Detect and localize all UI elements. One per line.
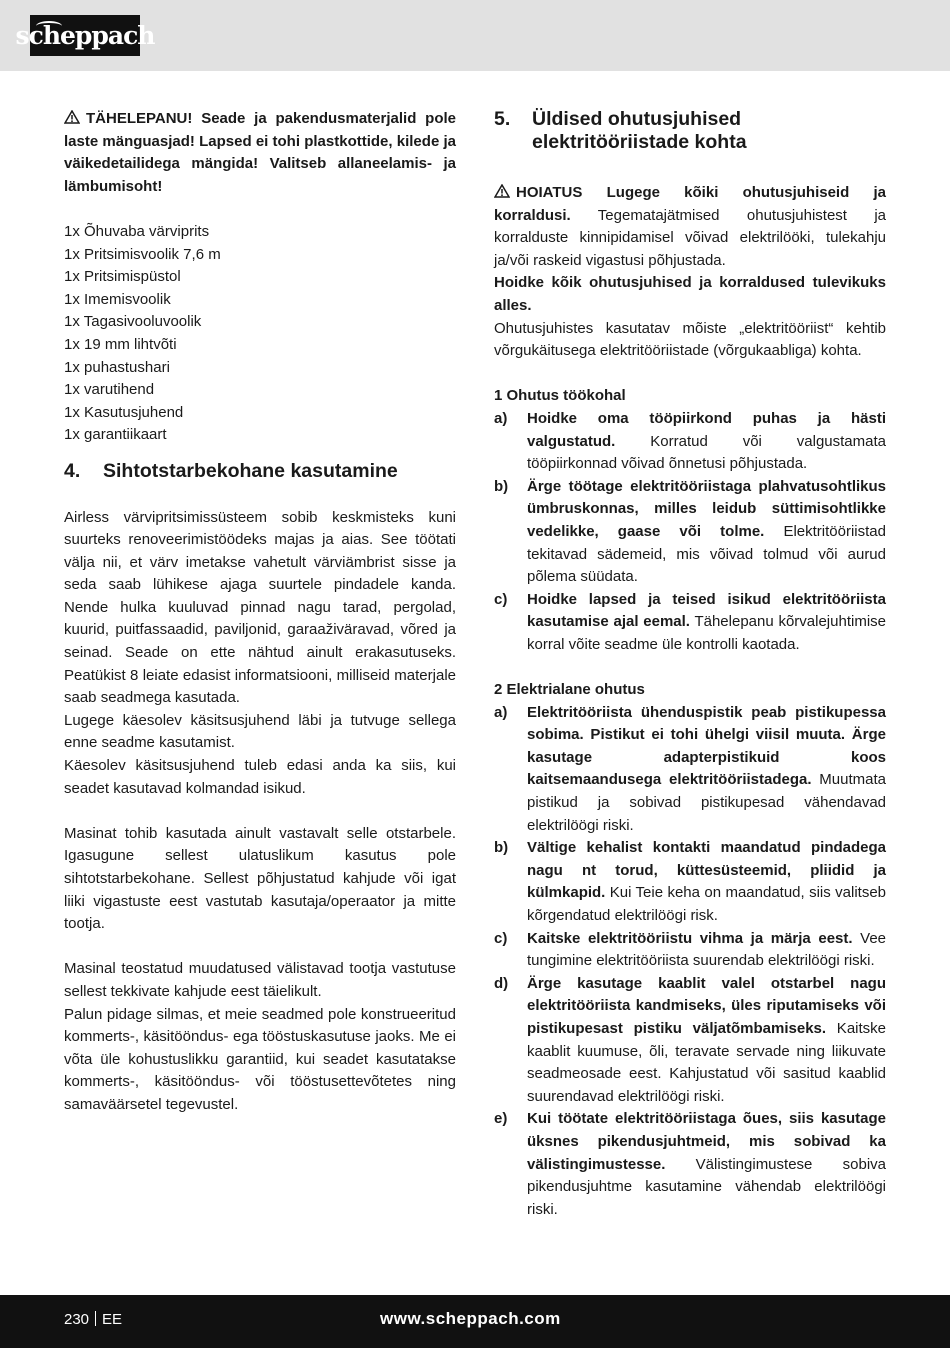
- term-definition: Ohutusjuhistes kasutatav mõiste „elektritööriist“ kehtib võrgukäitusega elektritööriistade (võrgukaabliga) kohta.: [494, 319, 886, 360]
- warning-text: Seade ja pakendusmaterjalid pole laste mänguasjad! Lapsed ei tohi plastkottide, kilede ja väikedetailidega mängida! Valitseb allaneelamis- ja lämbumisoht!: [64, 110, 456, 195]
- page-footer: [0, 1295, 950, 1348]
- list-item: 1x puhastushari: [64, 358, 170, 376]
- brand-logo: [15, 15, 155, 56]
- item-bold: Kui töötate elektritööriistaga õues, siis kasutage üksnes pikendusjuhtmeid, mis sobivad ka välistingimustesse.: [527, 1110, 886, 1173]
- list-item: 1x 19 mm lihtvõti: [64, 335, 177, 353]
- list-item: [494, 837, 886, 927]
- item-bold: Elektritööriista ühenduspistik peab pistikupessa sobima. Pistikut ei tohi ühelgi viisil muuta. Ärge kasutage adapterpistikuid koos kaitsemaandusega elektritööriistadega.: [527, 703, 886, 789]
- list-item: 1x Õhuvaba värviprits: [64, 222, 210, 240]
- list-item: 1x Tagasivooluvoolik: [64, 313, 202, 331]
- item-letter: b): [494, 839, 509, 857]
- list-item: [494, 702, 886, 838]
- page-num: 230: [64, 1311, 90, 1328]
- item-text: Kui Teie keha on maandatud, siis valitseb kõrgendatud elektrilöögi risk.: [527, 884, 886, 924]
- page-number: [64, 1311, 122, 1328]
- right-column: [494, 108, 886, 1221]
- list-item: 1x Imemisvoolik: [64, 290, 171, 308]
- item-letter: a): [494, 703, 508, 721]
- section-title: Sihtotstarbekohane kasutamine: [103, 459, 398, 482]
- item-letter: a): [494, 409, 508, 427]
- page-header: [0, 0, 950, 71]
- paragraph: Airless värvipritsimissüsteem sobib keskmisteks kuni suurteks renoveerimistöödeks majas ja aias. See töötati välja nii, et värv imetakse vahetult värviämbrist sisse ja seda saab lühikese ajaga suurtele pindadele kanda. Nende hulka kuuluvad pinnad nagu tarad, pergolad, kuurid, puitfassaadid, paviljonid, garaaživäravad, võred ja seinad. Seade on ette nähtud ainult erakasutuseks. Peatükist 8 leiate edasist informatsiooni, milliseid materjale saab seadmega kasutada.: [64, 508, 456, 707]
- item-text: Elektritööriistad tekitavad sädemeid, mis võivad tolmud või aurud põlema süüdata.: [527, 522, 886, 586]
- item-text: Muutmata pistikud ja sobivad pistikupesad vähendavad elektrilöögi riski.: [527, 771, 886, 834]
- paragraph: Masinat tohib kasutada ainult vastavalt selle otstarbele. Igasugune sellest ulatuslikum kasutus pole sihtotstarbekohane. Sellest põhjustatud kahjude või igat liiki vigastuste eest vastutab kasutaja/operaator ja mitte tootja.: [64, 824, 456, 933]
- keep-instructions: Hoidke kõik ohutusjuhised ja korraldused tulevikuks alles.: [494, 274, 886, 314]
- item-bold: Ärge töötage elektritööriistaga plahvatusohtlikus ümbruskonnas, milles leidub süttimisohtlikke vedelikke, gaase või tolme.: [527, 477, 886, 540]
- warning-paragraph: [64, 108, 456, 198]
- item-letter: c): [494, 929, 508, 947]
- item-bold: Kaitske elektritööriistu vihma ja märja eest.: [527, 929, 853, 947]
- list-item: [494, 589, 886, 657]
- list-item: 1x Pritsimisvoolik 7,6 m: [64, 245, 221, 263]
- section-number: 5.: [494, 108, 511, 130]
- item-bold: Hoidke lapsed ja teised isikud elektritööriista kasutamise ajal eemal.: [527, 590, 886, 631]
- item-text: Kaitske kaablit kuumuse, õli, teravate servade ning liikuvate seadmeosade eest. Kahjustatud või sasitud kaablid suurendavad elektrilöögi riski.: [527, 1019, 886, 1105]
- list-item: 1x Pritsimispüstol: [64, 268, 181, 286]
- scope-of-delivery-list: [64, 221, 456, 447]
- list-item: [494, 1108, 886, 1221]
- logo-wave-icon: [36, 21, 62, 31]
- language-code: EE: [102, 1311, 123, 1328]
- paragraph: Käesolev käsitsusjuhend tuleb edasi anda ka siis, kui seadet kasutavad kolmandad isikud.: [64, 757, 456, 797]
- list-item: [494, 408, 886, 476]
- item-letter: c): [494, 590, 508, 608]
- paragraph: Masinal teostatud muudatused välistavad tootja vastutuse sellest tekkivate kahjude eest täielikult.: [64, 960, 456, 1000]
- subsection-title: 1 Ohutus töökohal: [494, 387, 626, 405]
- item-letter: b): [494, 477, 509, 495]
- section-title: Üldised ohutusjuhised elektritööriistade kohta: [532, 108, 747, 153]
- paragraph: Palun pidage silmas, et meie seadmed pole konstrueeritud kommerts-, käsitööndus- ega tööstuskasutuse jaoks. Me ei võta üle kohustuslikku garantiid, kui seadet kasutatakse kommerts-, käsitööndus- või tööstusettevõtetes ning samaväärsetel tegevustel.: [64, 1005, 456, 1113]
- item-letter: e): [494, 1110, 508, 1128]
- item-text: Tähelepanu kõrvalejuhtimise korral võite seadme üle kontrolli kaotada.: [527, 613, 886, 653]
- list-item: 1x garantiikaart: [64, 426, 167, 444]
- item-text: Vee tungimine elektritööriista suurendab elektrilöögi riski.: [527, 929, 887, 970]
- warning-triangle-icon: [494, 184, 510, 198]
- item-bold: Ärge kasutage kaablit valel otstarbel nagu elektritööriista kandmiseks, üles riputamiseks või pistikupesast pistiku väljatõmbamiseks.: [527, 974, 886, 1037]
- website-url: www.scheppach.com: [380, 1309, 561, 1328]
- list-item: [494, 476, 886, 589]
- paragraph: Lugege käesolev käsitsusjuhend läbi ja tutvuge sellega enne seadme kasutamist.: [64, 711, 456, 752]
- list-item: 1x Kasutusjuhend: [64, 403, 184, 421]
- list-item: [494, 973, 886, 1109]
- item-bold: Vältige kehalist kontakti maandatud pindadega nagu nt torud, küttesüsteemid, pliidid ja külmkapid.: [527, 839, 886, 902]
- left-column: [64, 108, 456, 1117]
- logo-text: scheppach: [15, 21, 155, 50]
- list-item: [494, 928, 886, 973]
- item-text: Välistingimustese sobiva pikendusjuhtme kasutamine vähendab elektrilöögi riski.: [527, 1155, 886, 1218]
- section-5-heading: [494, 108, 886, 154]
- hoiatus-paragraph: [494, 182, 886, 272]
- list-item: 1x varutihend: [64, 381, 155, 399]
- section-4-heading: [64, 460, 456, 483]
- hoiatus-text: Tegematajätmised ohutusjuhistest ja korralduste kinnipidamisel võivad elektrilööki, tulekahju ja/või raskeid vigastusi põhjustada.: [494, 206, 886, 269]
- item-letter: d): [494, 974, 509, 992]
- subsection-title: 2 Elektrialane ohutus: [494, 681, 645, 699]
- section-number: 4.: [64, 459, 81, 482]
- divider: [95, 1311, 96, 1326]
- hoiatus-bold: HOIATUS Lugege kõiki ohutusjuhiseid ja korraldusi.: [494, 184, 886, 224]
- item-bold: Hoidke oma tööpiirkond puhas ja hästi valgustatud.: [527, 409, 886, 450]
- warning-triangle-icon: [64, 110, 80, 124]
- warning-title: TÄHELEPANU!: [86, 110, 193, 127]
- item-text: Korratud või valgustamata tööpiirkonnad võivad õnnetusi põhjustada.: [527, 432, 886, 473]
